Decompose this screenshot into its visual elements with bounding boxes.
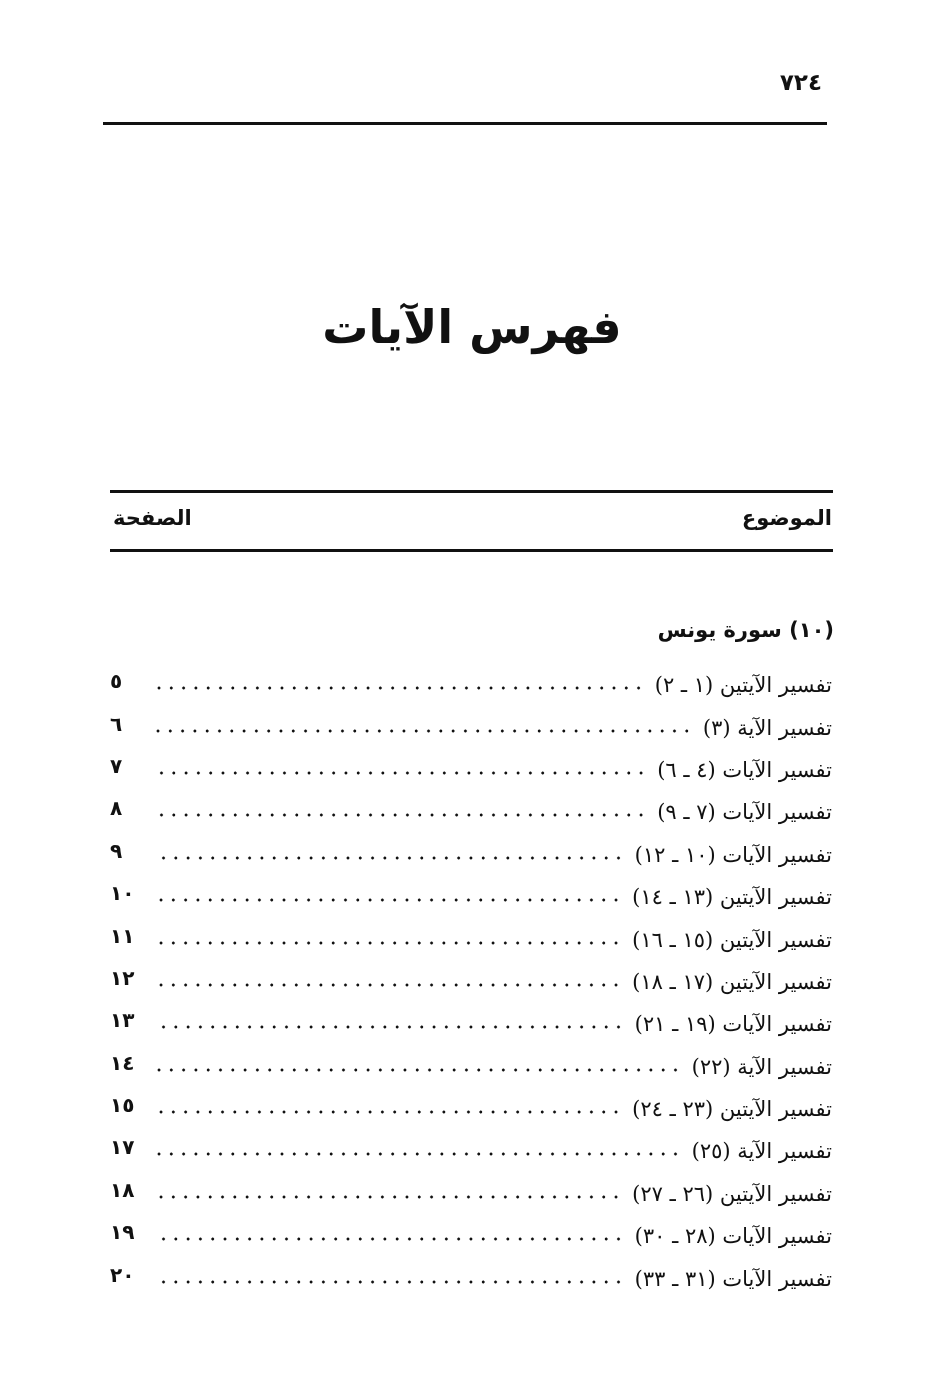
entry-page-number: ٦ [110,711,123,736]
dot-leader [154,941,622,945]
index-entry [110,918,832,960]
entry-title: تفسير الآيات (١٩ ـ ٢١) [634,1012,832,1037]
entry-title: تفسير الآيتين (٢٣ ـ ٢٤) [632,1097,832,1122]
index-entry [110,961,832,1003]
index-entry [110,749,832,791]
entry-title: تفسير الآيات (٢٨ ـ ٣٠) [634,1224,832,1249]
dot-leader [154,771,647,775]
entry-title: تفسير الآيتين (١٣ ـ ١٤) [632,885,832,910]
dot-leader [154,729,693,733]
entry-title: تفسير الآية (٣) [702,715,832,740]
entry-page-number: ٨ [110,796,123,821]
entry-page-number: ٢٠ [110,1262,135,1287]
entry-title: تفسير الآيتين (٢٦ ـ ٢٧) [632,1181,832,1206]
entry-title: تفسير الآيتين (١ ـ ٢) [654,673,832,698]
dot-leader [154,1025,625,1029]
table-top-rule [110,490,833,493]
entry-title: تفسير الآية (٢٥) [691,1139,832,1164]
column-header-page: الصفحة [113,506,192,530]
entry-page-number: ١٧ [110,1135,135,1160]
entry-title: تفسير الآية (٢٢) [691,1054,832,1079]
dot-leader [154,1110,622,1114]
dot-leader [154,983,622,987]
entry-page-number: ١٩ [110,1220,135,1245]
dot-leader [154,1280,625,1284]
index-entry [110,1173,832,1215]
dot-leader [154,1152,682,1156]
index-entry [110,1215,832,1257]
entry-page-number: ١٣ [110,1008,135,1033]
column-header-topic: الموضوع [741,506,832,530]
dot-leader [154,813,647,817]
dot-leader [154,1237,625,1241]
index-entry [110,1046,832,1088]
entry-page-number: ٧ [110,753,123,778]
entry-page-number: ١٤ [110,1050,135,1075]
entry-page-number: ٥ [110,669,123,694]
index-entry [110,834,832,876]
index-entry [110,664,832,706]
table-header-bottom-rule [110,549,833,552]
index-entry-list [110,664,832,1300]
page-title: فهرس الآيات [322,300,622,354]
entry-title: تفسير الآيات (٣١ ـ ٣٣) [634,1266,832,1291]
dot-leader [154,898,622,902]
entry-page-number: ١١ [110,923,135,948]
entry-page-number: ١٢ [110,965,135,990]
header-rule [103,122,827,125]
section-heading: (١٠) سورة يونس [657,618,834,642]
entry-page-number: ١٨ [110,1177,135,1202]
entry-title: تفسير الآيات (٤ ـ ٦) [657,757,832,782]
index-entry [110,1088,832,1130]
index-entry [110,1130,832,1172]
dot-leader [154,856,625,860]
index-entry [110,706,832,748]
entry-title: تفسير الآيات (٧ ـ ٩) [657,800,832,825]
index-entry [110,791,832,833]
entry-page-number: ١٥ [110,1093,135,1118]
index-entry [110,1257,832,1299]
entry-title: تفسير الآيتين (١٧ ـ ١٨) [632,969,832,994]
entry-title: تفسير الآيتين (١٥ ـ ١٦) [632,927,832,952]
dot-leader [154,686,645,690]
index-entry [110,1003,832,1045]
page-number: ٧٢٤ [779,70,822,96]
entry-title: تفسير الآيات (١٠ ـ ١٢) [634,842,832,867]
entry-page-number: ٩ [110,838,123,863]
entry-page-number: ١٠ [110,881,135,906]
dot-leader [154,1068,682,1072]
dot-leader [154,1195,622,1199]
index-entry [110,876,832,918]
